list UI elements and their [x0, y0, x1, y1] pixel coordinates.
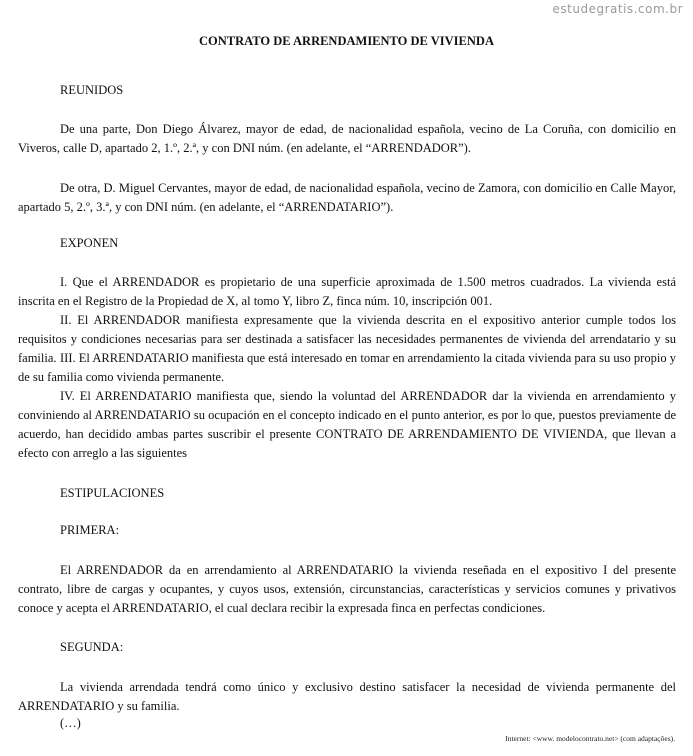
exponen-item-2: II. El ARRENDADOR manifiesta expresamente que la vivienda descrita en el expositivo anterior cumple todos los requisitos y condiciones necesarias para ser destinada a satisfacer las necesidades permanentes de vivienda del arrendatario y su familia.	[18, 313, 676, 365]
ellipsis: (…)	[60, 716, 81, 730]
paragraph-arrendador: De una parte, Don Diego Álvarez, mayor de edad, de nacionalidad española, vecino de La Coruña, con domicilio en Viveros, calle D, apartado 2, 1.º, 2.ª, y con DNI núm. (en adelante, el “ARRENDADOR”).	[18, 122, 676, 155]
exponen-item-1: I. Que el ARRENDADOR es propietario de una superficie aproximada de 1.500 metros cuadrados. La vivienda está inscrita en el Registro de la Propiedad de X, al tomo Y, libro Z, finca núm. 10, inscripción 001.	[18, 275, 676, 308]
paragraph-primera: El ARRENDADOR da en arrendamiento al ARRENDATARIO la vivienda reseñada en el expositivo I del presente contrato, libre de cargas y ocupantes, y cuyos usos, extensión, circunstancias, características y servicios comunes y privativos conoce y acepta el ARRENDATARIO, el cual declara recibir la expresada finca en perfectas condiciones.	[18, 563, 676, 615]
heading-primera: PRIMERA:	[60, 523, 120, 537]
exponen-item-3: III. El ARRENDATARIO manifiesta que está interesado en tomar en arrendamiento la citada vivienda para su uso propio y de su familia como vivienda permanente.	[18, 351, 676, 384]
contract-title: CONTRATO DE ARRENDAMIENTO DE VIVIENDA	[199, 34, 494, 48]
source-citation: Internet: <www. modelocontrato.net> (com adaptações).	[505, 734, 675, 743]
heading-estipulaciones: ESTIPULACIONES	[60, 486, 165, 500]
heading-exponen: EXPONEN	[60, 236, 119, 250]
heading-segunda: SEGUNDA:	[60, 640, 124, 654]
exponen-item-4: IV. El ARRENDATARIO manifiesta que, siendo la voluntad del ARRENDADOR dar la vivienda en arrendamiento y conviniendo al ARRENDATARIO su ocupación en el concepto indicado en el punto anterior, es por lo que, puestos previamente de acuerdo, han decidido ambas partes suscribir el presente CONTRATO DE ARRENDAMIENTO DE VIVIENDA, que llevan a efecto con arreglo a las siguientes	[18, 389, 676, 460]
site-watermark: estudegratis.com.br	[552, 2, 683, 16]
paragraph-arrendatario: De otra, D. Miguel Cervantes, mayor de edad, de nacionalidad española, vecino de Zamora, con domicilio en Calle Mayor, apartado 5, 2.º, 3.ª, y con DNI núm. (en adelante, el “ARRENDATARIO”).	[18, 181, 676, 214]
paragraph-segunda: La vivienda arrendada tendrá como único y exclusivo destino satisfacer la necesidad de vivienda permanente del ARRENDATARIO y su familia.	[18, 680, 676, 713]
heading-reunidos: REUNIDOS	[60, 83, 124, 97]
